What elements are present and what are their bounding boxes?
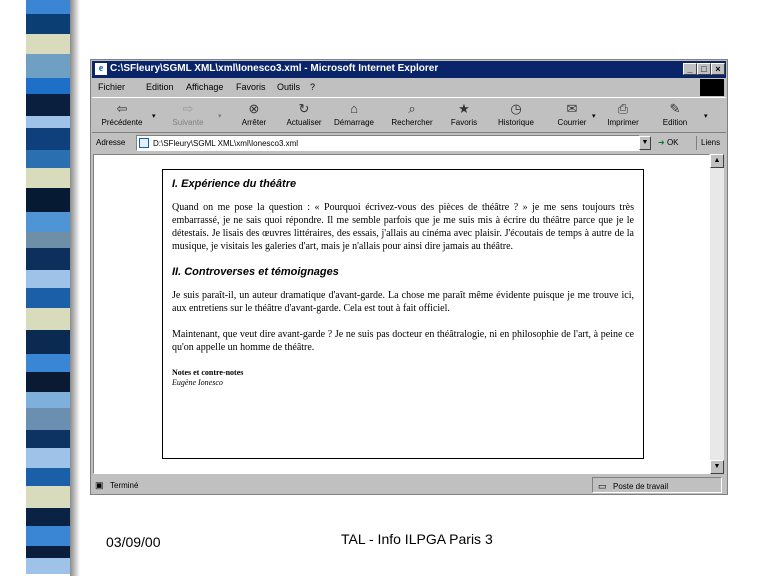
decorative-stripe	[26, 270, 70, 288]
source-title: Notes et contre-notes	[172, 368, 244, 377]
refresh-button[interactable]: ↻ Actualiser	[286, 101, 322, 127]
history-icon: ◷	[510, 101, 522, 116]
decorative-stripe	[26, 526, 70, 546]
stripe-shadow	[70, 0, 80, 576]
decorative-stripe	[26, 14, 70, 34]
toolbar-more-dropdown[interactable]: ▾	[704, 113, 708, 120]
page-icon	[139, 138, 149, 148]
decorative-stripe	[26, 248, 70, 270]
vertical-scrollbar[interactable]	[710, 154, 724, 474]
decorative-stripe	[26, 486, 70, 508]
search-icon: ⌕	[408, 101, 416, 116]
status-bar	[92, 476, 726, 494]
address-dropdown-button[interactable]: ▼	[639, 136, 651, 150]
footer-date: 03/09/00	[106, 534, 161, 550]
go-arrow-icon: ➜	[658, 138, 665, 147]
windows-logo-icon	[700, 79, 724, 96]
zone-label: Poste de travail	[613, 482, 669, 491]
mail-button[interactable]: ✉ Courrier	[557, 101, 587, 127]
go-button[interactable]	[658, 136, 692, 150]
decorative-stripe	[26, 308, 70, 330]
menu-bar	[92, 79, 726, 96]
scroll-up-button[interactable]: ▲	[710, 154, 724, 168]
menu-help[interactable]: ?	[310, 82, 316, 92]
mail-icon: ✉	[566, 101, 578, 116]
decorative-stripe	[26, 288, 70, 308]
favorites-icon: ★	[458, 101, 470, 116]
decorative-stripe	[26, 546, 70, 558]
history-button[interactable]: ◷ Historique	[497, 101, 534, 127]
xml-document-box	[162, 169, 644, 459]
decorative-stripe	[26, 54, 70, 78]
address-input[interactable]	[136, 135, 640, 151]
decorative-stripe	[26, 508, 70, 526]
decorative-stripe	[26, 468, 70, 486]
menu-fichier[interactable]: Fichier	[98, 82, 126, 92]
section2-paragraph-2: Maintenant, que veut dire avant-garde ? Je ne suis pas docteur en théâtralogie, ni en philosophie de l'art, à peine ce qu'on appelle un homme de théâtre.	[172, 329, 634, 353]
decorative-stripe	[26, 128, 70, 150]
footer-course: TAL - Info ILPGA Paris 3	[341, 531, 493, 547]
title-bar	[92, 61, 726, 78]
search-button[interactable]: ⌕ Rechercher	[391, 101, 433, 127]
minimize-button[interactable]: _	[683, 63, 697, 75]
home-icon: ⌂	[350, 101, 358, 116]
decorative-stripe-column	[26, 0, 70, 576]
decorative-stripe	[26, 94, 70, 116]
print-icon: ⎙	[617, 101, 629, 116]
decorative-stripe	[26, 448, 70, 468]
decorative-stripe	[26, 116, 70, 128]
browser-window	[90, 59, 728, 495]
forward-arrow-icon: ⇨	[182, 101, 194, 116]
decorative-stripe	[26, 0, 70, 14]
menu-affichage[interactable]: Affichage	[186, 82, 224, 92]
internet-explorer-icon: e	[95, 63, 107, 75]
section1-title: I. Expérience du théâtre	[172, 178, 297, 190]
stop-button[interactable]: ⊗ Arrêter	[241, 101, 267, 127]
go-label: OK	[666, 138, 679, 147]
back-dropdown[interactable]: ▾	[152, 113, 156, 120]
edit-button[interactable]: ✎ Edition	[662, 101, 688, 127]
decorative-stripe	[26, 372, 70, 392]
section1-paragraph: Quand on me pose la question : « Pourquoi écrivez-vous des pièces de théâtre ? » je me sens toujours très embarrassé, je ne sais quoi répondre. Il me semble parfois que je me suis mis à écrire du théâtre parce que je le détestais. Je lisais des œuvres littéraires, des essais, j'allais au cinéma avec plaisir. J'écoutais de temps à autre de la musique, je visitais les galeries d'art, mais je n'allais pour ainsi dire jamais au théâtre.	[172, 202, 634, 252]
section2-paragraph-1: Je suis paraît-il, un auteur dramatique d'avant-garde. La chose me paraît même évidente puisque je me trouve ici, aux entretiens sur le théâtre d'avant-garde. Cela est tout à fait officiel.	[172, 290, 634, 314]
forward-dropdown[interactable]: ▾	[218, 113, 222, 120]
status-text: Terminé	[110, 481, 139, 490]
source-author: Eugène Ionesco	[172, 378, 223, 387]
close-button[interactable]: ×	[711, 63, 725, 75]
decorative-stripe	[26, 34, 70, 54]
address-bar	[92, 134, 726, 152]
refresh-icon: ↻	[298, 101, 310, 116]
decorative-stripe	[26, 408, 70, 430]
decorative-stripe	[26, 392, 70, 408]
forward-button[interactable]: ⇨ Suivante	[172, 101, 204, 127]
toolbar	[92, 97, 726, 133]
links-button[interactable]: Liens	[696, 136, 724, 150]
decorative-stripe	[26, 558, 70, 574]
decorative-stripe	[26, 212, 70, 232]
page-content-area[interactable]	[93, 154, 710, 474]
section2-title: II. Controverses et témoignages	[172, 266, 339, 278]
menu-edition[interactable]: Edition	[146, 82, 174, 92]
decorative-stripe	[26, 150, 70, 168]
window-title: C:\SFleury\SGML XML\xml\Ionesco3.xml - Microsoft Internet Explorer	[110, 63, 439, 74]
decorative-stripe	[26, 168, 70, 188]
home-button[interactable]: ⌂ Démarrage	[333, 101, 374, 127]
back-button[interactable]: ⇦ Précédente	[101, 101, 143, 127]
page-status-icon: ▣	[95, 480, 104, 490]
decorative-stripe	[26, 330, 70, 354]
maximize-button[interactable]: □	[697, 63, 711, 75]
address-value: D:\SFleury\SGML XML\xml\Ionesco3.xml	[153, 139, 299, 148]
mail-dropdown[interactable]: ▾	[592, 113, 596, 120]
decorative-stripe	[26, 354, 70, 372]
menu-favoris[interactable]: Favoris	[236, 82, 266, 92]
decorative-stripe	[26, 188, 70, 212]
security-zone	[592, 477, 722, 493]
address-label: Adresse	[96, 138, 126, 147]
decorative-stripe	[26, 78, 70, 94]
stop-icon: ⊗	[248, 101, 260, 116]
computer-icon: ▭	[598, 481, 607, 491]
scroll-down-button[interactable]: ▼	[710, 460, 724, 474]
back-arrow-icon: ⇦	[116, 101, 128, 116]
edit-icon: ✎	[669, 101, 681, 116]
decorative-stripe	[26, 430, 70, 448]
favorites-button[interactable]: ★ Favoris	[450, 101, 478, 127]
menu-outils[interactable]: Outils	[277, 82, 301, 92]
decorative-stripe	[26, 232, 70, 248]
print-button[interactable]: ⎙ Imprimer	[607, 101, 639, 127]
